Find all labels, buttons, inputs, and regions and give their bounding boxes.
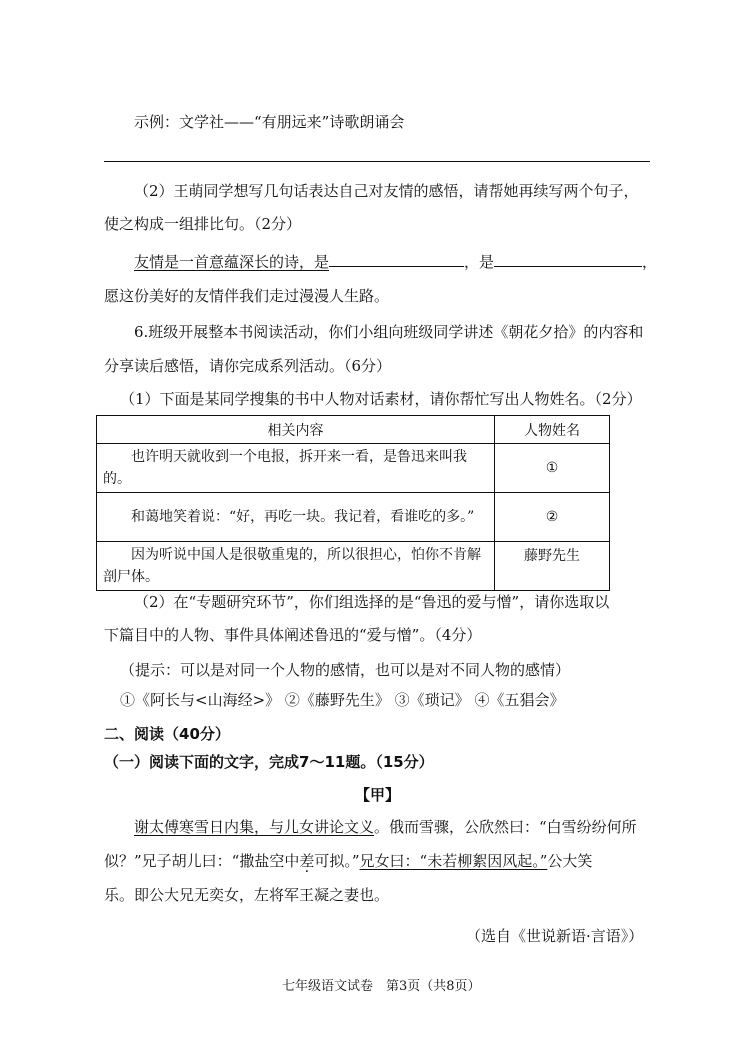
q6-sub1: （1）下面是某同学搜集的书中人物对话素材，请你帮忙写出人物姓名。（2分） xyxy=(120,390,642,408)
q6-hint: （提示：可以是对同一个人物的感情，也可以是对不同人物的感情） xyxy=(120,661,571,679)
q5-2-fill-line xyxy=(134,251,657,272)
table-row xyxy=(97,493,610,542)
section2-title: 二、阅读（40分） xyxy=(104,725,230,743)
passage-label: 【甲】 xyxy=(355,786,401,804)
q5-2-fill-line2: 愿这份美好的友情伴我们走过漫漫人生路。 xyxy=(104,287,390,305)
table-row xyxy=(97,444,610,493)
q6-line1: 6.班级开展整本书阅读活动，你们小组向班级同学讲述《朝花夕拾》的内容和 xyxy=(134,323,644,341)
q6-sub2-line2: 下篇目中的人物、事件具体阐述鲁迅的“爱与憎”。（4分） xyxy=(104,626,482,644)
answer-line xyxy=(104,161,650,162)
table-header-row xyxy=(97,416,610,444)
table-cell-content: 也许明天就收到一个电报，拆开来一看，是鲁迅来叫我的。 xyxy=(97,444,495,493)
passage-line3: 乐。即公大兄无奕女，左将军王凝之妻也。 xyxy=(104,886,390,904)
table-cell-name: ② xyxy=(495,493,610,542)
passage-text: 可拟 xyxy=(314,852,345,870)
passage-text: 似？”兄子胡儿曰：“撒盐空中 xyxy=(104,852,300,870)
passage-line1 xyxy=(134,816,637,837)
q5-2-line1: （2）王萌同学想写几句话表达自己对友情的感悟，请帮她再续写两个句子， xyxy=(134,182,639,200)
q5-2-line2: 使之构成一组排比句。（2分） xyxy=(104,215,302,233)
fill-mid-text: ，是 xyxy=(464,253,495,271)
example-text: 示例：文学社——“有朋远来”诗歌朗诵会 xyxy=(134,113,405,131)
passage-text: 公大笑 xyxy=(547,852,593,870)
fill-blank-1[interactable] xyxy=(329,252,464,267)
passage-underlined-1: 谢太傅寒雪日内集，与儿女讲论文义 xyxy=(134,818,375,836)
passage-line2 xyxy=(104,850,592,871)
page-footer: 七年级语文试卷 第3页（共8页） xyxy=(282,979,481,994)
table-cell-content: 和蔼地笑着说：“好，再吃一块。我记着，看谁吃的多。” xyxy=(97,493,495,542)
passage-underlined-2: 兄女曰：“未若柳絮因风起。” xyxy=(359,852,548,870)
q6-options: ①《阿长与<山海经>》 ②《藤野先生》 ③《琐记》 ④《五猖会》 xyxy=(120,691,565,709)
fill-blank-2[interactable] xyxy=(494,252,642,267)
table-row xyxy=(97,542,610,591)
table-cell-name: ① xyxy=(495,444,610,493)
character-table xyxy=(96,415,610,591)
q6-sub2-line1: （2）在“专题研究环节”，你们组选择的是“鲁迅的爱与憎”，请你选取以 xyxy=(134,593,610,611)
table-cell-content: 因为听说中国人是很敬重鬼的，所以很担心，怕你不肯解剖尸体。 xyxy=(97,542,495,591)
q6-line2: 分享读后感悟，请你完成系列活动。（6分） xyxy=(104,357,392,375)
emphasized-char: 差 xyxy=(299,852,315,870)
section2-part1: （一）阅读下面的文字，完成7～11题。（15分） xyxy=(104,753,434,771)
fill-end-text: ， xyxy=(642,253,658,271)
passage-source: （选自《世说新语·言语》） xyxy=(466,927,644,945)
passage-text: 。” xyxy=(344,852,360,870)
table-cell-name: 藤野先生 xyxy=(495,542,610,591)
fill-start-text: 友情是一首意蕴深长的诗，是 xyxy=(134,253,330,271)
table-header: 人物姓名 xyxy=(495,416,610,444)
passage-text: 。俄而雪骤，公欣然曰：“白雪纷纷何所 xyxy=(374,818,637,836)
table-header: 相关内容 xyxy=(97,416,495,444)
